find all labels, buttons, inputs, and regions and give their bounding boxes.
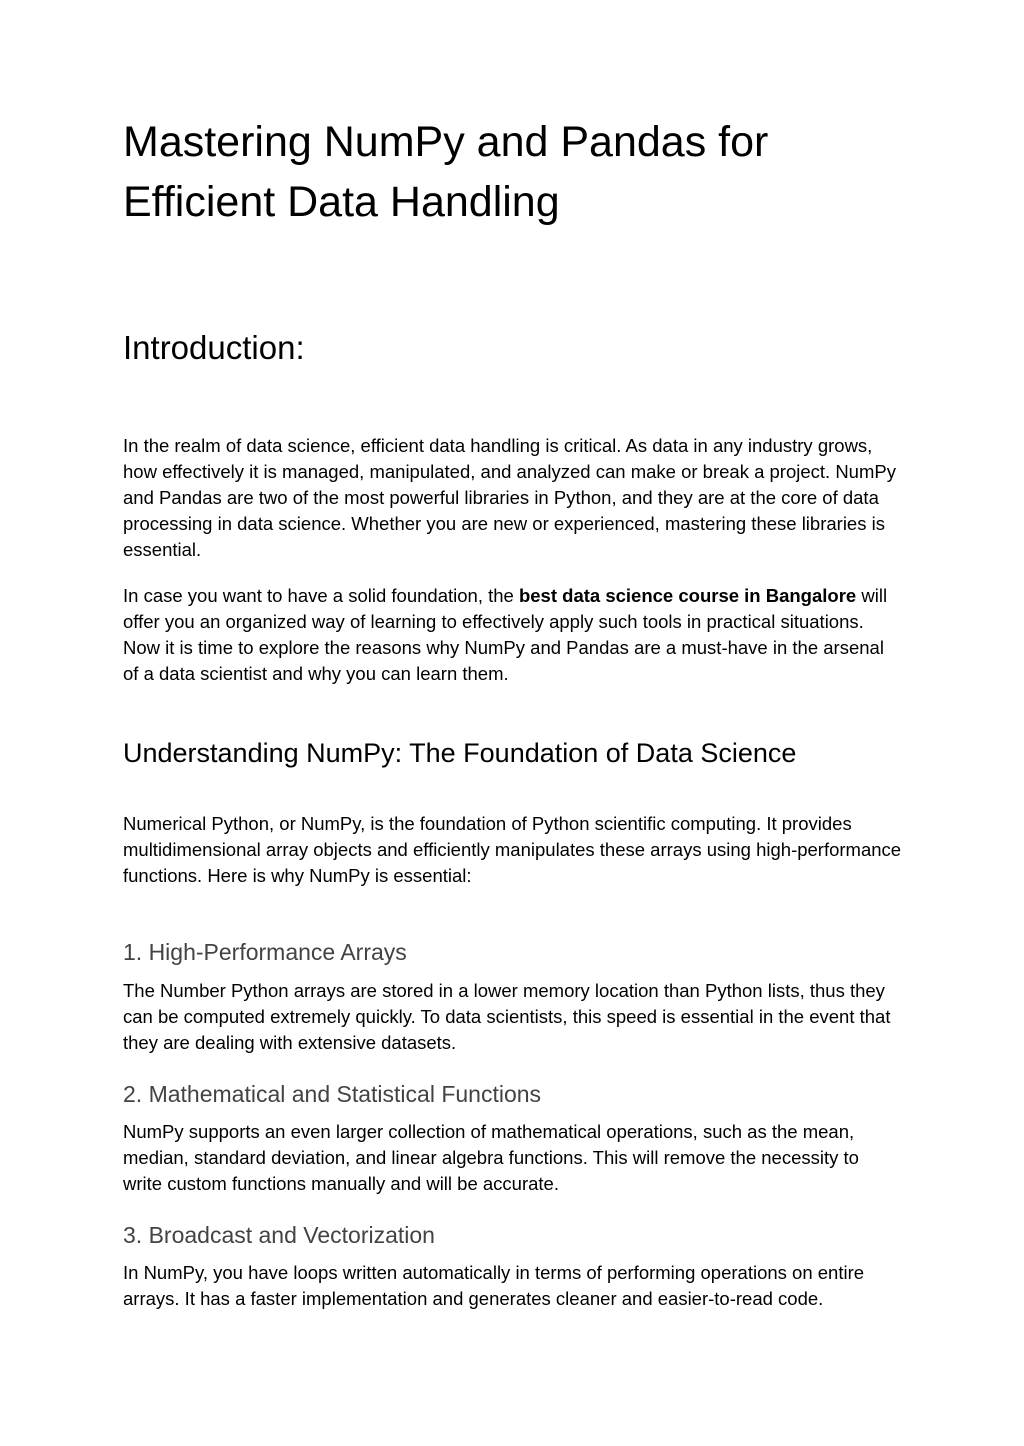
intro-heading: Introduction: xyxy=(123,329,305,366)
document-title: Mastering NumPy and Pandas for Efficient Data Handling xyxy=(123,118,769,226)
numpy-lead-paragraph: Numerical Python, or NumPy, is the foundation of Python scientific computing. It provides multidimensional array objects and efficiently manipulates these arrays using high-performance functions. Here is why NumPy is essential: xyxy=(123,813,902,886)
subsection-1-body: The Number Python arrays are stored in a lower memory location than Python lists, thus they can be computed extremely quickly. To data scientists, this speed is essential in the event that they are dealing with extensive datasets. xyxy=(123,980,891,1053)
intro-paragraph-2-text-after: will offer you an organized way of learning to effectively apply such tools in practical situations. Now it is time to explore the reasons why NumPy and Pandas are a must-have in the arsenal of a data scientist and why you can learn them. xyxy=(123,585,888,684)
subsection-broadcast-vectorization xyxy=(123,1221,903,1312)
subsection-2-heading: 2. Mathematical and Statistical Functions xyxy=(123,1081,542,1107)
intro-paragraph-2-text-before: In case you want to have a solid foundation, the xyxy=(123,585,519,606)
numpy-section-heading: Understanding NumPy: The Foundation of Data Science xyxy=(123,738,797,768)
subsection-3-heading: 3. Broadcast and Vectorization xyxy=(123,1222,435,1248)
subsection-high-performance-arrays xyxy=(123,938,903,1056)
intro-paragraph-2 xyxy=(123,583,903,687)
subsection-1-heading: 1. High-Performance Arrays xyxy=(123,939,407,965)
course-name-bold-text: best data science course in Bangalore xyxy=(518,585,857,606)
subsection-math-statistical-functions xyxy=(123,1080,903,1197)
subsection-2-body: NumPy supports an even larger collection of mathematical operations, such as the mean, median, standard deviation, and linear algebra functions. This will remove the necessity to write custom functions manually and will be accurate. xyxy=(123,1121,859,1194)
intro-paragraph-1: In the realm of data science, efficient data handling is critical. As data in any industry grows, how effectively it is managed, manipulated, and analyzed can make or break a project. NumPy and Pandas are two of the most powerful libraries in Python, and they are at the core of data processing in data science. Whether you are new or experienced, mastering these libraries is essential. xyxy=(123,435,896,560)
subsection-3-body: In NumPy, you have loops written automatically in terms of performing operations on entire arrays. It has a faster implementation and generates cleaner and easier-to-read code. xyxy=(123,1262,865,1309)
